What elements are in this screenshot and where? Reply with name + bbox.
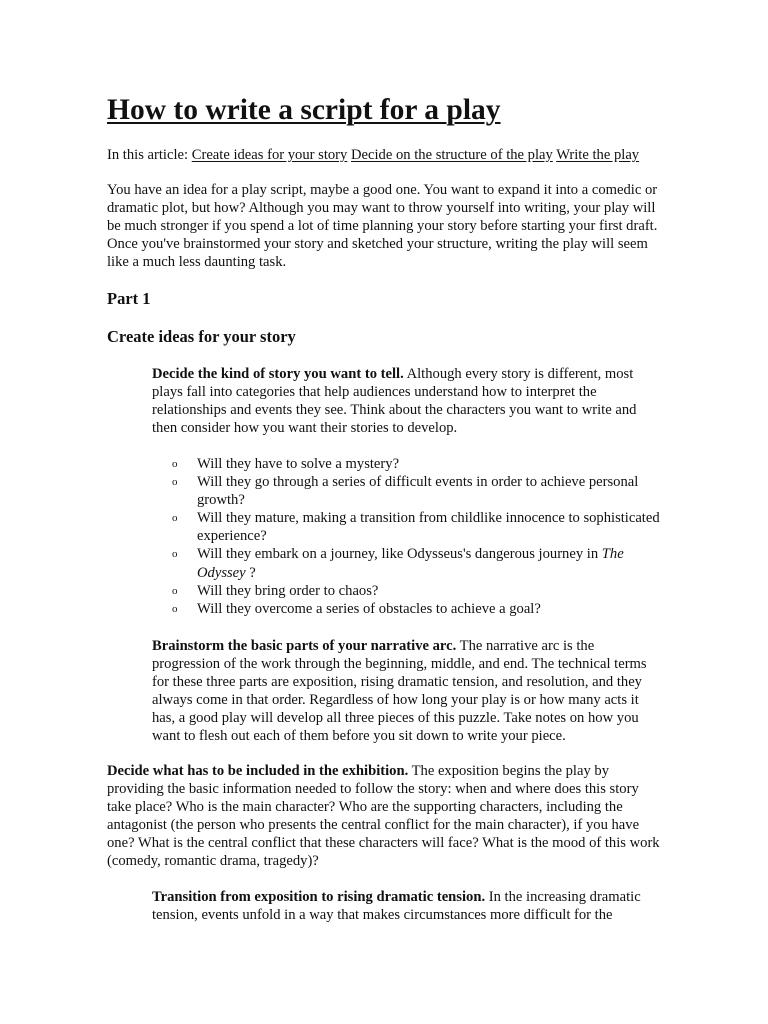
nav-link-create-ideas[interactable]: Create ideas for your story xyxy=(191,147,348,163)
step-4-body: In the increasing dramatic tension, events unfold in a way that makes circumstances more difficult for the xyxy=(152,889,641,924)
nav-link-write-play[interactable]: Write the play xyxy=(556,147,640,163)
list-item-suffix: ? xyxy=(245,564,256,581)
bullet-circle-icon: o xyxy=(172,584,178,597)
step-1-lead: Decide the kind of story you want to tell. xyxy=(152,366,404,382)
step-4-paragraph xyxy=(152,888,662,924)
list-item-text: Will they have to solve a mystery? xyxy=(197,456,400,472)
list-item xyxy=(172,509,667,545)
bullet-circle-icon: o xyxy=(172,602,178,615)
step-3-body: The exposition begins the play by providing the basic information needed to follow the story: when and where does this story take place? Who is the main character? Who are the supporting characters, including the antagonist (the person who presents the central conflict for the main character), if you have one? What is the central conflict that these characters will face? What is the mood of this work (comedy, romantic drama, tragedy)? xyxy=(107,763,660,870)
list-item xyxy=(172,545,667,581)
step-3-lead: Decide what has to be included in the exhibition. xyxy=(107,763,409,779)
bullet-circle-icon: o xyxy=(172,512,178,525)
list-item-text: Will they embark on a journey, like Odysseus's dangerous journey in xyxy=(197,546,602,563)
list-item-text: Will they bring order to chaos? xyxy=(197,582,379,599)
list-item-text: Will they go through a series of difficult events in order to achieve personal growth? xyxy=(197,474,639,509)
bullet-circle-icon: o xyxy=(172,548,178,561)
section-heading: Create ideas for your story xyxy=(107,327,296,346)
article-nav-prefix: In this article: xyxy=(107,147,189,163)
list-item xyxy=(172,473,667,509)
list-item xyxy=(172,600,667,618)
step-2-lead: Brainstorm the basic parts of your narrative arc. xyxy=(152,638,457,654)
part-label: Part 1 xyxy=(107,289,151,308)
article-nav xyxy=(107,146,639,164)
step-2-paragraph xyxy=(152,637,662,746)
story-type-list xyxy=(172,455,667,618)
step-3-paragraph xyxy=(107,762,662,871)
list-item-text: Will they mature, making a transition from childlike innocence to sophisticated experience? xyxy=(197,510,660,545)
step-1-body: Although every story is different, most plays fall into categories that help audiences understand how to interpret the relationships and events they see. Think about the characters you want to write and then consider how you want their stories to develop. xyxy=(152,366,637,437)
page-title: How to write a script for a play xyxy=(107,94,501,126)
list-item xyxy=(172,582,667,600)
nav-link-decide-structure[interactable]: Decide on the structure of the play xyxy=(351,147,553,163)
bullet-circle-icon: o xyxy=(172,476,178,489)
list-item xyxy=(172,455,667,473)
list-item-italic-title: The Odyssey xyxy=(197,546,624,581)
intro-paragraph: You have an idea for a play script, maybe a good one. You want to expand it into a comedic or dramatic plot, but how? Although you may want to throw yourself into writing, your play will be much stronger if you spend a lot of time planning your story before starting your first draft. Once you've brainstormed your story and sketched your structure, writing the play will seem like a much less daunting task. xyxy=(107,182,658,271)
bullet-circle-icon: o xyxy=(172,458,178,470)
list-item-text: Will they overcome a series of obstacles to achieve a goal? xyxy=(197,600,541,617)
step-1-paragraph xyxy=(152,365,662,437)
step-4-lead: Transition from exposition to rising dramatic tension. xyxy=(152,889,486,905)
step-2-body: The narrative arc is the progression of the work through the beginning, middle, and end. The technical terms for these three parts are exposition, rising dramatic tension, and resolution, and they always come in that order. Regardless of how long your play is or how many acts it has, a good play will develop all three pieces of this puzzle. Take notes on how you want to flesh out each of them before you sit down to write your piece. xyxy=(152,638,647,745)
